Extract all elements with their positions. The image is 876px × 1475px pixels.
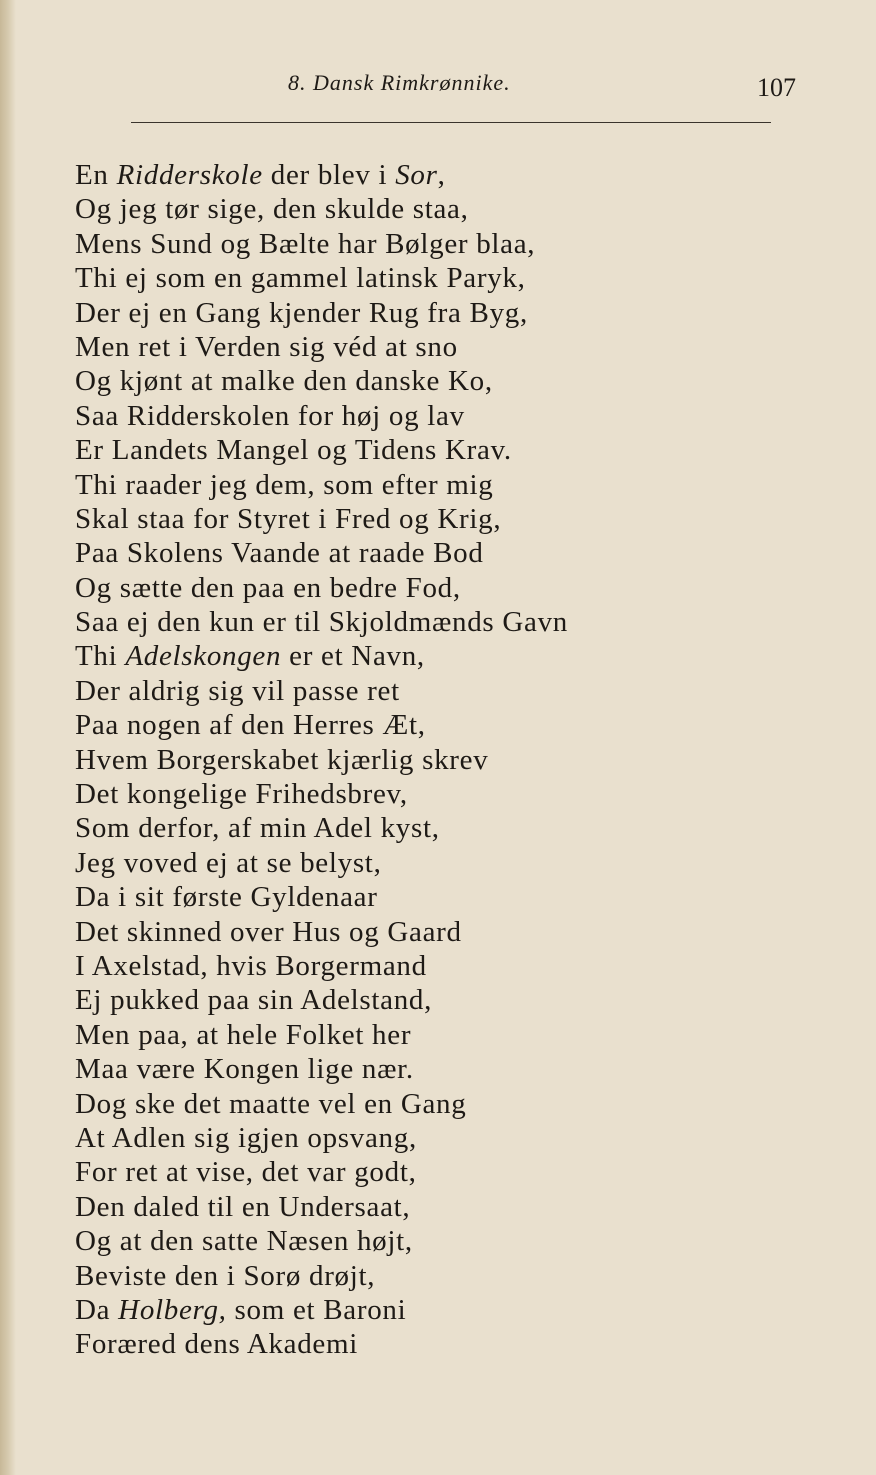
line-text: Jeg voved ej at se belyst, xyxy=(75,846,382,879)
line-text: Maa være Kongen lige nær. xyxy=(75,1053,414,1086)
poem-line xyxy=(75,330,845,364)
line-text: Hvem Borgerskabet kjærlig skrev xyxy=(75,743,489,776)
poem-line xyxy=(75,708,845,742)
line-text: der blev i xyxy=(262,159,396,191)
line-text: Men ret i Verden sig véd at sno xyxy=(75,330,458,363)
line-text: Beviste den i Sorø drøjt, xyxy=(75,1259,376,1292)
poem-line xyxy=(75,192,845,226)
poem-line xyxy=(75,605,845,639)
line-text: Thi ej som en gammel latinsk Paryk, xyxy=(75,262,526,295)
line-text: Saa Ridderskolen for høj og lav xyxy=(75,399,465,432)
line-text: En xyxy=(75,159,117,191)
italic-name: Adelskongen xyxy=(125,640,282,673)
line-text: Der aldrig sig vil passe ret xyxy=(75,674,400,707)
poem-line xyxy=(75,296,845,330)
line-text: Foræred dens Akademi xyxy=(75,1328,359,1361)
poem-line xyxy=(75,1155,845,1189)
line-text: Og kjønt at malke den danske Ko, xyxy=(75,365,493,398)
line-text: Men paa, at hele Folket her xyxy=(75,1018,412,1051)
line-text: Thi xyxy=(75,640,126,673)
line-text: Og at den satte Næsen højt, xyxy=(75,1225,413,1258)
poem-line xyxy=(75,261,845,295)
italic-name: Ridderskole xyxy=(116,159,263,191)
poem-line xyxy=(75,674,845,708)
line-text: Det kongelige Frihedsbrev, xyxy=(75,778,408,811)
line-text: Thi raader jeg dem, som efter mig xyxy=(75,468,494,501)
poem-line xyxy=(75,983,845,1017)
line-text: Som derfor, af min Adel kyst, xyxy=(75,812,440,845)
poem-line xyxy=(75,571,845,605)
line-text: For ret at vise, det var godt, xyxy=(75,1156,417,1189)
poem-line xyxy=(75,777,845,811)
line-text: At Adlen sig igjen opsvang, xyxy=(75,1121,417,1154)
line-text: Paa nogen af den Herres Æt, xyxy=(75,709,426,742)
poem-line xyxy=(75,399,845,433)
line-text: Dog ske det maatte vel en Gang xyxy=(75,1087,467,1120)
poem-line xyxy=(75,536,845,570)
poem-line xyxy=(75,846,845,880)
poem-line xyxy=(75,1052,845,1086)
italic-name: Holberg, xyxy=(118,1293,227,1326)
line-text: Da i sit første Gyldenaar xyxy=(75,881,378,914)
line-text: I Axelstad, hvis Borgermand xyxy=(75,949,427,982)
line-text: Og jeg tør sige, den skulde staa, xyxy=(75,193,469,226)
line-text: Er Landets Mangel og Tidens Krav. xyxy=(75,434,512,467)
poem-line xyxy=(75,1293,845,1327)
page-gutter-shadow xyxy=(0,0,16,1475)
poem-line xyxy=(75,639,845,673)
poem-line xyxy=(75,1190,845,1224)
poem-line xyxy=(75,915,845,949)
line-text: er et Navn, xyxy=(281,640,425,673)
italic-name: Sor xyxy=(395,159,438,191)
poem-line xyxy=(75,1259,845,1293)
poem-text xyxy=(75,158,845,1362)
line-text: som et Baroni xyxy=(226,1293,407,1326)
poem-line xyxy=(75,468,845,502)
poem-line xyxy=(75,880,845,914)
line-text: , xyxy=(437,159,446,191)
poem-line xyxy=(75,1327,845,1361)
line-text: Det skinned over Hus og Gaard xyxy=(75,915,462,948)
poem-line xyxy=(75,743,845,777)
line-text: Ej pukked paa sin Adelstand, xyxy=(75,984,433,1017)
poem-line xyxy=(75,1018,845,1052)
line-text: Der ej en Gang kjender Rug fra Byg, xyxy=(75,296,528,329)
page-number: 107 xyxy=(757,73,796,102)
running-header: 8. Dansk Rimkrønnike. xyxy=(288,70,511,95)
line-text: Skal staa for Styret i Fred og Krig, xyxy=(75,502,502,535)
poem-line xyxy=(75,1121,845,1155)
line-text: Paa Skolens Vaande at raade Bod xyxy=(75,537,484,570)
poem-line xyxy=(75,158,845,192)
poem-line xyxy=(75,364,845,398)
poem-line xyxy=(75,1087,845,1121)
poem-line xyxy=(75,502,845,536)
line-text: Saa ej den kun er til Skjoldmænds Gavn xyxy=(75,606,568,639)
poem-line xyxy=(75,949,845,983)
poem-line xyxy=(75,1224,845,1258)
line-text: Og sætte den paa en bedre Fod, xyxy=(75,571,461,604)
poem-line xyxy=(75,433,845,467)
poem-line xyxy=(75,227,845,261)
poem-line xyxy=(75,811,845,845)
line-text: Da xyxy=(75,1293,119,1326)
header-rule xyxy=(131,122,771,123)
line-text: Den daled til en Undersaat, xyxy=(75,1190,411,1223)
line-text: Mens Sund og Bælte har Bølger blaa, xyxy=(75,227,536,260)
